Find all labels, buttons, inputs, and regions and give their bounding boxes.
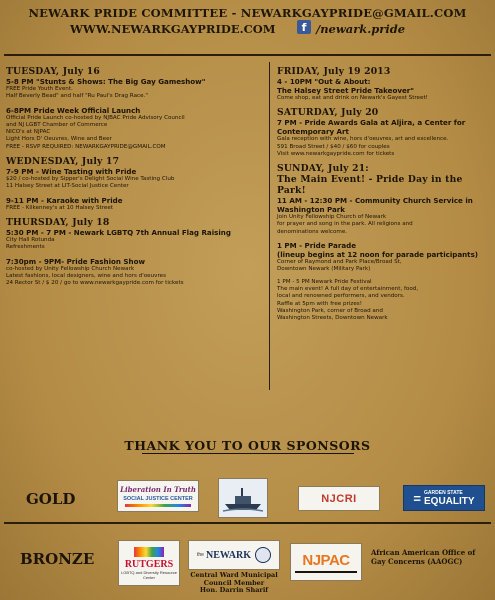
event-title: 5-8 PM "Stunts & Shows: The Big Gay Gameshow": [6, 77, 206, 86]
day-block-tuesday: [6, 66, 266, 151]
event-line: and NJ LGBT Chamber of Commerce: [6, 121, 108, 128]
event-line: Light Hors D' Oeuvres, Wine and Beer: [6, 136, 112, 143]
logo-subtitle: LGBTQ and Diversity Resource Center: [120, 569, 178, 580]
event-line: FREE - Kilkenney's at 10 Halsey Street: [6, 204, 114, 211]
event-title: 7 PM - Pride Awards Gala at Aljira, a Center for Contemporary Art: [277, 118, 466, 137]
garden-state-equality-logo: [403, 485, 485, 511]
committee-email-line: NEWARK PRIDE COMMITTEE - NEWARKGAYPRIDE@GMAIL.COM: [28, 6, 467, 20]
column-divider: [269, 62, 270, 390]
event-line: Washington Streets, Downtown Newark: [277, 315, 388, 322]
event-title: 7-9 PM - Wine Tasting with Pride: [6, 167, 137, 177]
tier-divider: [4, 522, 491, 524]
event-line: FREE Pride Youth Event.: [6, 86, 73, 92]
day-block-saturday: [277, 107, 491, 158]
day-heading: SUNDAY, July 21:: [277, 163, 369, 175]
sponsors-heading: THANK YOU TO OUR SPONSORS: [124, 438, 371, 453]
council-member-caption: [186, 572, 282, 595]
rutgers-logo: [118, 540, 180, 586]
gold-tier-label: GOLD: [26, 490, 76, 508]
day-heading: TUESDAY, July 16: [6, 66, 100, 77]
event-line: Corner of Raymond and Park Place/Broad St,: [277, 259, 402, 266]
event-title: 11 AM - 12:30 PM - Community Church Service in Washington Park: [277, 196, 473, 215]
rainbow-rays-icon: [134, 547, 164, 557]
logo-subtitle: SOCIAL JUSTICE CENTER: [123, 496, 193, 502]
city-seal-icon: [255, 547, 271, 563]
logo-title: NJCRI: [321, 492, 357, 505]
caption-line: Council Member: [203, 578, 265, 587]
day-subheading: The Main Event! - Pride Day in the Park!: [277, 174, 463, 197]
logo-rule: [295, 571, 357, 573]
event-line: The main event! A full day of entertainment, food,: [277, 285, 419, 292]
event-line: NICO's at NJPAC: [6, 129, 51, 136]
day-block-friday: [277, 66, 491, 102]
schedule-left-column: [6, 66, 266, 292]
event-line: Come shop, eat and drink on Newark's Gayest Street!: [277, 95, 428, 101]
event-line: Visit www.newarkgaypride.com for tickets: [277, 150, 395, 157]
event-line: denominations welcome.: [277, 228, 348, 235]
rainbow-stripe: [125, 504, 191, 507]
top-divider: [4, 54, 491, 56]
liberation-in-truth-logo: [117, 480, 199, 512]
day-heading: SATURDAY, July 20: [277, 107, 379, 119]
event-title: 9-11 PM - Karaoke with Pride: [6, 195, 123, 205]
event-line: Refreshments: [6, 244, 45, 251]
ship-emblem-logo: [218, 478, 268, 518]
caption-line: Central Ward Municipal: [190, 571, 278, 579]
event-line: FREE - RSVP REQUIRED: NEWARKGAYPRIDE@GMAIL.COM: [6, 143, 166, 150]
njpac-logo: [290, 543, 362, 581]
day-heading: WEDNESDAY, July 17: [6, 156, 120, 168]
logo-title: NEWARK: [205, 549, 251, 561]
event-line: 1 PM - 5 PM Newark Pride Festival: [277, 278, 372, 285]
event-title: 4 - 10PM "Out & About:: [277, 77, 371, 86]
event-line: Washington Park, corner of Broad and: [277, 307, 383, 314]
event-line: 24 Rector St / $ 20 / go to www.newarkgaypride.com for tickets: [6, 280, 184, 287]
facebook-icon: f: [297, 20, 311, 34]
logo-title: NJPAC: [302, 551, 350, 569]
bronze-tier-label: BRONZE: [20, 550, 95, 568]
logo-text: [424, 490, 475, 507]
logo-title: Liberation In Truth: [120, 485, 196, 494]
event-line: City Hall Rotunda: [6, 236, 55, 243]
event-title: 1 PM - Pride Parade: [277, 241, 357, 251]
equal-sign-icon: =: [413, 490, 422, 506]
aaogc-sponsor-text: African American Office of Gay Concerns (AAOGC): [371, 548, 476, 566]
sponsors-heading-underline: [142, 453, 354, 454]
event-title: 5:30 PM - 7 PM - Newark LGBTQ 7th Annual Flag Raising: [6, 227, 231, 237]
logo-title: GARDEN STATE: [424, 489, 463, 496]
event-line: Raffle at 5pm with free prizes!: [277, 300, 362, 307]
event-line: $20 / co-hosted by Sipper's Delight Social Wine Tasting Club: [6, 176, 175, 183]
schedule-right-column: [277, 66, 491, 327]
event-line: local and renowned performers, and vendors.: [277, 293, 405, 300]
caption-line: Hon. Darrin Sharif: [199, 586, 269, 594]
event-title: The Halsey Street Pride Takeover": [277, 86, 414, 95]
poster-header: [0, 6, 495, 20]
event-line: Official Pride Launch co-hosted by NJBAC Pride Advisory Council: [6, 114, 185, 121]
logo-subtitle: EQUALITY: [424, 495, 475, 507]
ship-icon: [221, 482, 265, 514]
logo-title: RUTGERS: [124, 558, 174, 570]
event-title: 6-8PM Pride Week Official Launch: [6, 105, 141, 115]
newark-city-logo: the NEWARK: [188, 540, 280, 570]
facebook-handle: /newark.pride: [316, 22, 406, 36]
event-line: for prayer and song in the park. All religions and: [277, 221, 413, 228]
day-heading: THURSDAY, July 18: [6, 216, 110, 228]
day-block-thursday: [6, 217, 266, 287]
event-line: Half Beverly Bead" and half "Ru Paul's Drag Race.": [6, 93, 148, 100]
event-line: Downtown Newark (Military Park): [277, 266, 371, 273]
event-line: Join Unity Fellowship Church of Newark: [277, 214, 387, 221]
day-block-sunday: [277, 163, 491, 322]
day-block-wednesday: [6, 156, 266, 212]
event-title: (lineup begins at 12 noon for parade participants): [277, 250, 479, 260]
event-line: 591 Broad Street / $40 / $60 for couples: [277, 143, 390, 150]
event-line: Latest fashions, local designers, wine and hors d'oeuvres: [6, 272, 166, 279]
event-title: 7:30pm - 9PM- Pride Fashion Show: [6, 256, 145, 266]
event-line: co-hosted by Unity Fellowship Church Newark: [6, 265, 135, 272]
event-line: Gala reception with wine, hors d'oeuvres, art and excellence.: [277, 136, 449, 143]
website-text: WWW.NEWARKGAYPRIDE.COM: [70, 22, 276, 36]
njcri-logo: [298, 486, 380, 511]
day-heading: FRIDAY, July 19 2013: [277, 66, 391, 77]
event-line: 11 Halsey Street at LIT-Social Justice Center: [6, 183, 129, 190]
